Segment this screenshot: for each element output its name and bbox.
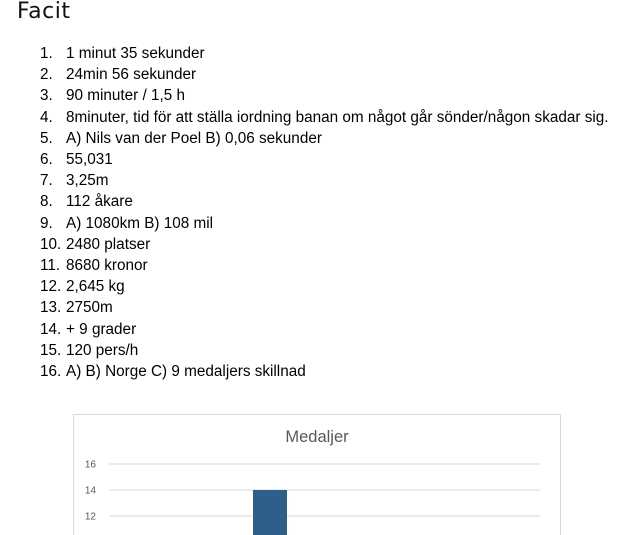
answer-number: 16.	[40, 363, 62, 381]
answer-text: 2480 platser	[66, 235, 151, 253]
answer-number: 7.	[40, 172, 53, 190]
answer-number: 14.	[40, 320, 62, 338]
answer-text: 3,25m	[66, 172, 109, 190]
answer-number: 12.	[40, 278, 62, 296]
answer-item	[40, 319, 620, 340]
answer-item	[40, 234, 620, 255]
chart-title: Medaljer	[285, 428, 349, 446]
answer-number: 13.	[40, 299, 62, 317]
answer-item	[40, 43, 620, 64]
answer-list	[40, 43, 620, 382]
answer-text: 120 pers/h	[66, 341, 139, 359]
chart-bar	[253, 490, 287, 535]
answer-item	[40, 213, 620, 234]
answer-item	[40, 128, 620, 149]
answer-item	[40, 107, 620, 128]
answer-item	[40, 255, 620, 276]
answer-text: A) 1080km B) 108 mil	[66, 214, 214, 232]
y-tick-label: 16	[84, 459, 96, 471]
answer-item	[40, 149, 620, 170]
answer-text: 8680 kronor	[66, 257, 148, 275]
answer-item	[40, 361, 620, 382]
answer-item	[40, 64, 620, 85]
answer-text: A) Nils van der Poel B) 0,06 sekunder	[66, 129, 322, 147]
medal-chart	[73, 414, 561, 535]
answer-item	[40, 297, 620, 318]
answer-item	[40, 276, 620, 297]
answer-number: 5.	[40, 129, 53, 147]
answer-number: 9.	[40, 214, 53, 232]
y-tick-label: 14	[84, 485, 96, 497]
answer-text: 2,645 kg	[66, 278, 125, 296]
answer-item	[40, 170, 620, 191]
answer-text: 112 åkare	[66, 193, 133, 211]
chart-plot-area	[74, 415, 560, 535]
answer-number: 10.	[40, 235, 62, 253]
answer-number: 8.	[40, 193, 53, 211]
answer-text: A) B) Norge C) 9 medaljers skillnad	[66, 363, 306, 381]
answer-number: 15.	[40, 341, 62, 359]
answer-number: 6.	[40, 151, 53, 169]
answer-text: 2750m	[66, 299, 113, 317]
answer-text: 24min 56 sekunder	[66, 66, 197, 84]
answer-text: 1 minut 35 sekunder	[66, 45, 205, 62]
answer-number: 11.	[40, 257, 61, 275]
answer-text: 90 minuter / 1,5 h	[66, 87, 186, 105]
answer-text: 8minuter, tid för att ställa iordning banan om något går sönder/någon skadar sig.	[66, 108, 609, 126]
answer-number: 4.	[40, 108, 53, 126]
answer-item	[40, 85, 620, 106]
answer-text: 55,031	[66, 151, 113, 169]
page-title: Facit	[17, 0, 71, 24]
answer-item	[40, 340, 620, 361]
y-tick-label: 12	[84, 511, 96, 523]
answer-number: 3.	[40, 87, 53, 105]
answer-text: + 9 grader	[66, 320, 137, 338]
answer-number: 2.	[40, 66, 53, 84]
answer-number: 1.	[40, 45, 53, 62]
answer-item	[40, 191, 620, 212]
